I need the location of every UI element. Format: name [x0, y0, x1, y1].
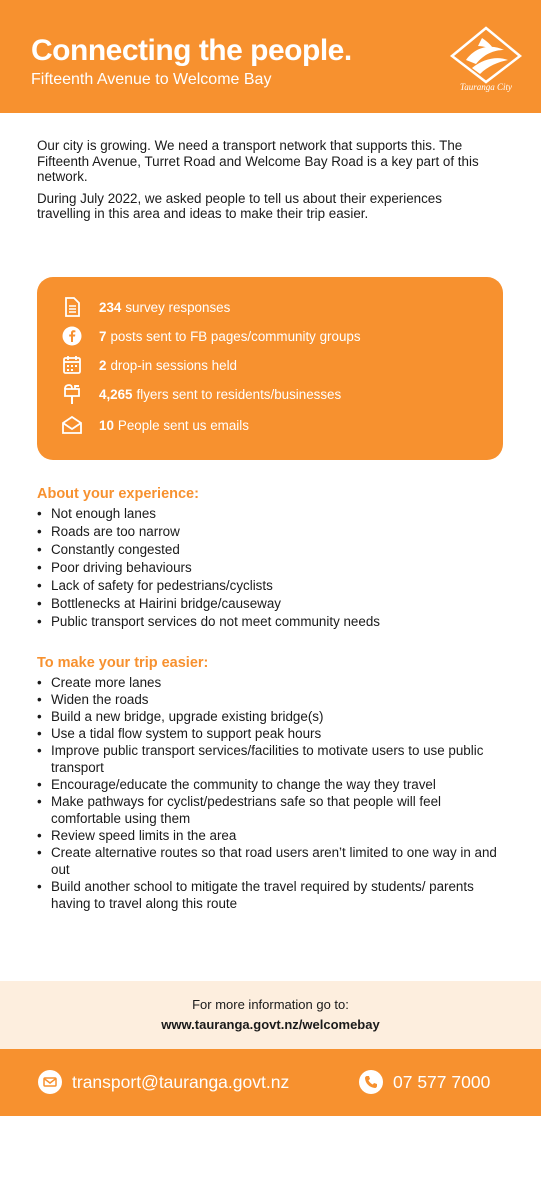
- list-item: • Roads are too narrow: [37, 523, 507, 541]
- page-title: Connecting the people.: [31, 34, 352, 67]
- intro-paragraph: During July 2022, we asked people to tell us about their experiences travelling in this area and ideas to make their trip easier.: [37, 190, 442, 221]
- phone-number[interactable]: 07 577 7000: [393, 1071, 491, 1092]
- list-item: • Constantly congested: [37, 541, 507, 559]
- phone-icon: [359, 1070, 383, 1094]
- stat-label: drop-in sessions held: [110, 357, 237, 373]
- trip-easier-heading: To make your trip easier:: [37, 655, 209, 671]
- stat-flyers: [61, 383, 341, 405]
- list-item: • Improve public transport services/facilities to motivate users to use public transport: [37, 742, 507, 776]
- list-item: • Build a new bridge, upgrade existing bridge(s): [37, 708, 507, 725]
- phone-contact[interactable]: [359, 1070, 490, 1094]
- stat-number: 10: [99, 417, 114, 433]
- list-item: • Public transport services do not meet community needs: [37, 613, 507, 631]
- list-item: • Widen the roads: [37, 691, 507, 708]
- list-item: • Review speed limits in the area: [37, 827, 507, 844]
- experience-heading: About your experience:: [37, 486, 199, 502]
- list-item: • Poor driving behaviours: [37, 559, 507, 577]
- intro-section: [37, 138, 487, 228]
- stat-label: posts sent to FB pages/community groups: [110, 328, 361, 344]
- stat-number: 4,265: [99, 386, 133, 402]
- logo-mark-icon: [448, 26, 524, 84]
- calendar-icon: [61, 354, 83, 376]
- header-banner: [0, 0, 541, 113]
- list-item: • Bottlenecks at Hairini bridge/causeway: [37, 595, 507, 613]
- stat-drop-in-sessions: [61, 354, 237, 376]
- trip-easier-list: [37, 674, 507, 912]
- stat-number: 2: [99, 357, 107, 373]
- stat-number: 234: [99, 299, 122, 315]
- email-contact[interactable]: [38, 1070, 289, 1094]
- envelope-icon: [38, 1070, 62, 1094]
- experience-list: [37, 505, 507, 631]
- list-item: • Lack of safety for pedestrians/cyclists: [37, 577, 507, 595]
- more-info-label: For more information go to:: [192, 997, 349, 1012]
- contact-footer: [0, 1049, 541, 1116]
- page-subtitle: Fifteenth Avenue to Welcome Bay: [31, 71, 272, 88]
- list-item: • Use a tidal flow system to support peak hours: [37, 725, 507, 742]
- stat-label: People sent us emails: [117, 417, 249, 433]
- list-item: • Encourage/educate the community to change the way they travel: [37, 776, 507, 793]
- stat-label: flyers sent to residents/businesses: [136, 386, 342, 402]
- more-info-link[interactable]: www.tauranga.govt.nz/welcomebay: [161, 1017, 380, 1032]
- email-address[interactable]: transport@tauranga.govt.nz: [72, 1071, 290, 1092]
- stat-survey-responses: [61, 296, 230, 318]
- email-icon: [61, 414, 83, 436]
- list-item: • Build another school to mitigate the travel required by students/ parents having to travel along this route: [37, 878, 507, 912]
- tauranga-city-logo: [448, 26, 524, 98]
- list-item: • Make pathways for cyclist/pedestrians safe so that people will feel comfortable using them: [37, 793, 507, 827]
- mailbox-icon: [61, 383, 83, 405]
- logo-text: Tauranga City: [460, 82, 512, 92]
- stat-fb-posts: [61, 325, 361, 347]
- more-info-band: [0, 981, 541, 1049]
- engagement-stats-box: [37, 277, 503, 460]
- list-item: • Not enough lanes: [37, 505, 507, 523]
- intro-paragraph: Our city is growing. We need a transport network that supports this. The Fifteenth Avenue, Turret Road and Welcome Bay Road is a key part of this network.: [37, 138, 479, 184]
- stat-label: survey responses: [125, 299, 231, 315]
- list-item: • Create alternative routes so that road users aren’t limited to one way in and out: [37, 844, 507, 878]
- stat-emails: [61, 414, 249, 436]
- document-icon: [61, 296, 83, 318]
- stat-number: 7: [99, 328, 107, 344]
- list-item: • Create more lanes: [37, 674, 507, 691]
- facebook-icon: [61, 325, 83, 347]
